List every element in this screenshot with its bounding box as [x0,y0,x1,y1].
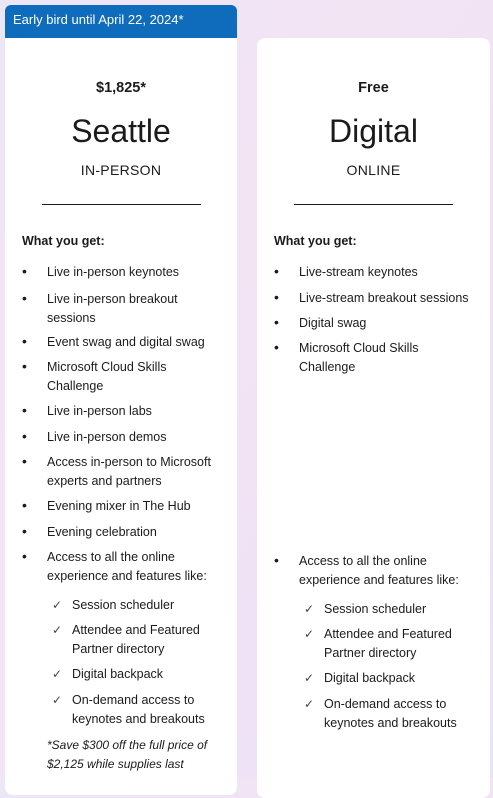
digital-pricing-card [257,38,490,798]
bullet-icon: • [22,263,27,279]
bullet-icon: • [22,453,27,469]
list-item: • Live in-person breakout sessions [22,290,178,325]
feature-subitem: ✓ Digital backpack [324,669,474,688]
divider [294,204,453,205]
price-footnote: *Save $300 off the full price of $2,125 while supplies last [47,738,208,771]
feature-subitem: ✓ Session scheduler [324,600,474,619]
check-icon: ✓ [52,623,63,637]
feature-subitem: ✓ Attendee and Featured Partner directory [52,623,200,656]
seattle-price: $1,825* [96,80,146,96]
check-icon: ✓ [52,598,63,612]
feature-subitem: ✓ On-demand access to keynotes and breakouts [52,693,205,726]
digital-price: Free [358,80,389,96]
check-icon: ✓ [304,697,315,711]
list-item: • Evening mixer in The Hub [22,497,191,513]
list-item: • Digital swag [274,314,367,330]
divider [42,204,201,205]
bullet-icon: • [22,358,27,374]
feature-subitem: ✓ Digital backpack [72,665,222,684]
list-item: • Access in-person to Microsoft experts and partners [22,453,211,488]
list-item: • Event swag and digital swag [22,333,205,349]
check-icon: ✓ [52,693,63,707]
what-you-get-heading: What you get: [274,234,357,248]
digital-title: Digital [329,113,418,149]
list-item: • Live in-person labs [22,402,152,418]
bullet-icon: • [22,428,27,444]
bullet-icon: • [22,402,27,418]
list-item: • Live-stream keynotes [274,263,418,279]
bullet-icon: • [22,333,27,349]
seattle-title: Seattle [71,113,171,149]
bullet-icon: • [274,263,279,279]
list-item: • Evening celebration [22,523,157,539]
seattle-mode: IN-PERSON [80,162,162,178]
what-you-get-heading: What you get: [22,234,105,248]
seattle-pricing-card [5,5,237,795]
feature-subitem: ✓ On-demand access to keynotes and breakouts [304,697,457,730]
check-icon: ✓ [304,602,315,616]
bullet-icon: • [22,548,27,564]
check-icon: ✓ [304,627,315,641]
list-item: • Microsoft Cloud Skills Challenge [22,358,167,393]
list-item: • Live-stream breakout sessions [274,289,469,305]
list-item: • Microsoft Cloud Skills Challenge [274,339,419,374]
bullet-icon: • [22,290,27,306]
list-item: • Access to all the online experience and features like: [274,552,459,587]
check-icon: ✓ [304,671,315,685]
bullet-icon: • [22,497,27,513]
bullet-icon: • [274,552,279,568]
list-item: • Access to all the online experience and features like: [22,548,207,583]
bullet-icon: • [274,339,279,355]
bullet-icon: • [22,523,27,539]
list-item: • Live in-person demos [22,428,167,444]
feature-subitem: ✓ Attendee and Featured Partner directory [304,627,452,660]
feature-subitem: ✓ Session scheduler [72,596,222,615]
list-item: • Live in-person keynotes [22,263,180,279]
early-bird-banner: Early bird until April 22, 2024* [5,5,237,38]
bullet-icon: • [274,314,279,330]
bullet-icon: • [274,289,279,305]
check-icon: ✓ [52,667,63,681]
digital-mode: ONLINE [346,162,401,178]
